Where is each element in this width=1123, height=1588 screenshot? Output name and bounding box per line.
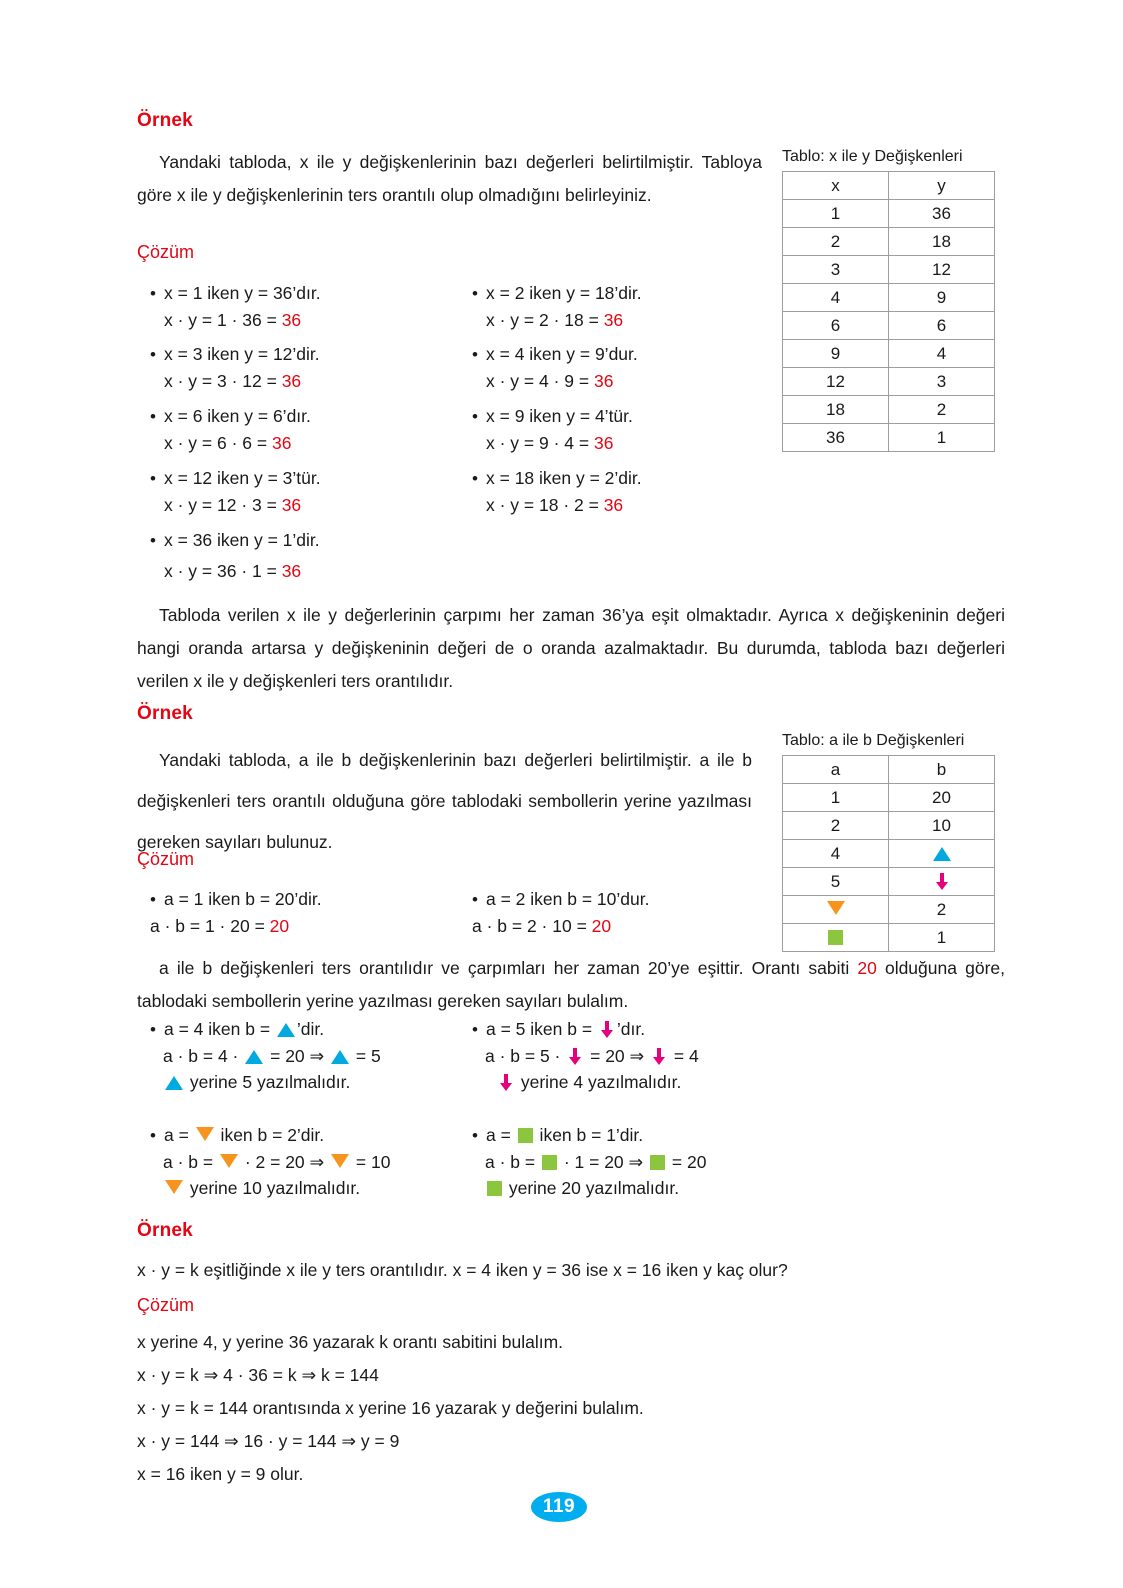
bullet-x2 <box>472 280 642 333</box>
cell-a: 4 <box>783 840 889 868</box>
cell-b: 2 <box>889 896 995 924</box>
example-2-question: Yandaki tabloda, a ile b değişkenlerinin bazı değerleri belirtilmiştir. a ile b değişkenleri ters orantılı olduğuna göre tablodaki sembollerin yerine yazılması gereken sayıları bulunuz. <box>137 750 752 852</box>
sym-arrow-l3b: yerine 4 yazılmalıdır. <box>516 1072 682 1092</box>
cell-y: 18 <box>889 228 995 256</box>
table-x-y-header-x: x <box>783 172 889 200</box>
cell-a: 2 <box>783 812 889 840</box>
table-a-b <box>782 732 995 952</box>
square-green-icon <box>542 1155 557 1170</box>
example-3-line-5: x = 16 iken y = 9 olur. <box>137 1464 304 1484</box>
bullet-a1-result: 20 <box>269 916 290 936</box>
bullet-sym-square-equation <box>472 1149 706 1175</box>
table-row <box>783 200 995 228</box>
cell-b: 20 <box>889 784 995 812</box>
bullet-x12-result: 36 <box>281 495 302 515</box>
bullet-x3-statement: • x = 3 iken y = 12’dir. <box>150 341 320 368</box>
bullet-sym-tri-down-equation <box>150 1149 390 1175</box>
bullet-a2 <box>472 886 649 939</box>
example-2-heading: Örnek <box>137 703 193 724</box>
table-row <box>783 840 995 868</box>
cell-b: 1 <box>889 924 995 952</box>
bullet-x4-result: 36 <box>593 371 614 391</box>
triangle-down-orange-icon <box>165 1180 183 1194</box>
bullet-sym-tri-up-equation <box>150 1043 381 1069</box>
bullet-x18-product <box>472 492 642 518</box>
cell-y: 1 <box>889 424 995 452</box>
example-3-line-3: x · y = k = 144 orantısında x yerine 16 yazarak y değerini bulalım. <box>137 1398 644 1418</box>
bullet-a2-product <box>472 913 649 939</box>
bullet-x36-product <box>150 554 320 588</box>
square-green-icon <box>487 1181 502 1196</box>
sym-tri-down-l2a: a · b = <box>163 1152 218 1172</box>
table-row <box>783 812 995 840</box>
triangle-down-orange-icon <box>196 1127 214 1141</box>
bullet-a1-statement: • a = 1 iken b = 20’dir. <box>150 886 322 913</box>
table-a-b-grid <box>782 755 995 952</box>
bullet-x18 <box>472 465 642 518</box>
cell-b-symbol <box>889 868 995 896</box>
bullet-x1-expr: x · y = 1 · 36 = <box>164 310 282 330</box>
table-a-b-header-row <box>783 756 995 784</box>
sym-tri-up-l1a: a = 4 iken b = <box>164 1019 275 1039</box>
cell-b: 10 <box>889 812 995 840</box>
sym-tri-down-l2b: · 2 = 20 ⇒ <box>239 1152 330 1172</box>
bullet-x9-result: 36 <box>593 433 614 453</box>
sym-tri-up-l3b: yerine 5 yazılmalıdır. <box>185 1072 351 1092</box>
bullet-x36-result: 36 <box>281 561 302 581</box>
table-x-y-header-row <box>783 172 995 200</box>
table-row <box>783 868 995 896</box>
cell-x: 4 <box>783 284 889 312</box>
triangle-up-blue-icon <box>165 1076 183 1090</box>
table-row <box>783 340 995 368</box>
cell-b-symbol <box>889 840 995 868</box>
cell-x: 6 <box>783 312 889 340</box>
page-number-badge: 119 <box>531 1492 587 1522</box>
bullet-x12-product <box>150 492 321 518</box>
cell-y: 4 <box>889 340 995 368</box>
bullet-sym-square-conclusion <box>472 1175 706 1201</box>
bullet-x12-expr: x · y = 12 · 3 = <box>164 495 282 515</box>
triangle-down-orange-icon <box>220 1154 238 1168</box>
bullet-x6 <box>150 403 311 456</box>
bullet-x2-expr: x · y = 2 · 18 = <box>486 310 604 330</box>
table-row <box>783 312 995 340</box>
example-3-solution-label: Çözüm <box>137 1295 195 1315</box>
sym-tri-up-l2b: = 20 ⇒ <box>265 1046 330 1066</box>
bullet-x4 <box>472 341 638 394</box>
sym-arrow-l1b: ’dır. <box>616 1019 646 1039</box>
table-x-y-grid <box>782 171 995 452</box>
bullet-sym-square-statement <box>472 1122 706 1149</box>
bullet-x3 <box>150 341 320 394</box>
bullet-x1-result: 36 <box>281 310 302 330</box>
table-row <box>783 256 995 284</box>
sym-square-l2c: = 20 <box>667 1152 707 1172</box>
table-row <box>783 284 995 312</box>
triangle-up-blue-icon <box>245 1050 263 1064</box>
cell-y: 12 <box>889 256 995 284</box>
bullet-x9-statement: • x = 9 iken y = 4’tür. <box>472 403 633 430</box>
arrow-down-magenta-icon <box>934 873 950 890</box>
square-green-icon <box>650 1155 665 1170</box>
bullet-a1-product <box>150 913 322 939</box>
arrow-down-magenta-icon <box>567 1048 583 1065</box>
bullet-x1-statement: • x = 1 iken y = 36’dır. <box>150 280 321 307</box>
bullet-x18-expr: x · y = 18 · 2 = <box>486 495 604 515</box>
sym-arrow-l2b: = 20 ⇒ <box>585 1046 650 1066</box>
table-x-y-header-y: y <box>889 172 995 200</box>
bullet-x2-result: 36 <box>603 310 624 330</box>
triangle-down-orange-icon <box>827 901 845 915</box>
bullet-x18-statement: • x = 18 iken y = 2’dir. <box>472 465 642 492</box>
table-row <box>783 896 995 924</box>
constant-paragraph-part2: olduğuna göre, tablodaki sembollerin yerine yazılması gereken sayıları bulalım. <box>137 958 1005 1011</box>
cell-x: 36 <box>783 424 889 452</box>
sym-tri-up-l1b: ’dir. <box>296 1019 325 1039</box>
bullet-sym-arrow-down <box>472 1016 699 1095</box>
example-1-question: Yandaki tabloda, x ile y değişkenlerinin bazı değerleri belirtilmiştir. Tabloya göre x ile y değişkenlerinin ters orantılı olup olmadığını belirleyiniz. <box>137 152 762 205</box>
table-row <box>783 228 995 256</box>
table-x-y-caption: Tablo: x ile y Değişkenleri <box>782 148 963 165</box>
sym-tri-down-l2c: = 10 <box>351 1152 391 1172</box>
table-row <box>783 924 995 952</box>
bullet-x6-expr: x · y = 6 · 6 = <box>164 433 272 453</box>
cell-a-symbol <box>783 924 889 952</box>
cell-x: 3 <box>783 256 889 284</box>
bullet-x3-expr: x · y = 3 · 12 = <box>164 371 282 391</box>
arrow-down-magenta-icon <box>498 1074 514 1091</box>
bullet-a2-statement: • a = 2 iken b = 10’dur. <box>472 886 649 913</box>
table-row <box>783 784 995 812</box>
bullet-sym-triangle-up <box>150 1016 381 1095</box>
bullet-x12-statement: • x = 12 iken y = 3’tür. <box>150 465 321 492</box>
bullet-x6-result: 36 <box>271 433 292 453</box>
sym-square-l1b: iken b = 1’dir. <box>534 1125 644 1145</box>
bullet-a1-expr: a · b = 1 · 20 = <box>150 916 270 936</box>
bullet-x9-expr: x · y = 9 · 4 = <box>486 433 594 453</box>
square-green-icon <box>828 930 843 945</box>
square-green-icon <box>518 1128 533 1143</box>
triangle-up-blue-icon <box>277 1023 295 1037</box>
example-1-solution-label: Çözüm <box>137 242 195 262</box>
table-row <box>783 424 995 452</box>
bullet-x9-product <box>472 430 633 456</box>
bullet-a2-expr: a · b = 2 · 10 = <box>472 916 592 936</box>
bullet-x18-result: 36 <box>603 495 624 515</box>
bullet-x36 <box>150 527 320 588</box>
bullet-sym-tri-down-conclusion <box>150 1175 390 1201</box>
bullet-x1 <box>150 280 321 333</box>
bullet-x2-product <box>472 307 642 333</box>
example-3-heading: Örnek <box>137 1220 193 1241</box>
bullet-x3-result: 36 <box>281 371 302 391</box>
bullet-x1-product <box>150 307 321 333</box>
sym-square-l3b: yerine 20 yazılmalıdır. <box>504 1178 680 1198</box>
bullet-sym-triangle-down <box>150 1122 390 1201</box>
arrow-down-magenta-icon <box>599 1021 615 1038</box>
sym-arrow-l2c: = 4 <box>669 1046 699 1066</box>
sym-arrow-l1a: a = 5 iken b = <box>486 1019 597 1039</box>
bullet-sym-arrow-conclusion <box>472 1069 699 1095</box>
cell-a-symbol <box>783 896 889 924</box>
table-row <box>783 368 995 396</box>
sym-square-l1a: a = <box>486 1125 516 1145</box>
example-3-line-1: x yerine 4, y yerine 36 yazarak k orantı sabitini bulalım. <box>137 1332 564 1352</box>
example-3-line-4: x · y = 144 ⇒ 16 · y = 144 ⇒ y = 9 <box>137 1431 400 1451</box>
triangle-down-orange-icon <box>331 1154 349 1168</box>
example-2-solution-label: Çözüm <box>137 849 195 869</box>
bullet-x3-product <box>150 368 320 394</box>
cell-x: 18 <box>783 396 889 424</box>
bullet-sym-tri-up-statement <box>150 1016 381 1043</box>
cell-y: 36 <box>889 200 995 228</box>
sym-tri-down-l1a: a = <box>164 1125 194 1145</box>
cell-y: 6 <box>889 312 995 340</box>
cell-a: 5 <box>783 868 889 896</box>
bullet-x9 <box>472 403 633 456</box>
bullet-x4-expr: x · y = 4 · 9 = <box>486 371 594 391</box>
cell-x: 2 <box>783 228 889 256</box>
table-row <box>783 396 995 424</box>
constant-value: 20 <box>857 958 877 978</box>
bullet-x36-statement: • x = 36 iken y = 1’dir. <box>150 527 320 554</box>
example-3-line-2: x · y = k ⇒ 4 · 36 = k ⇒ k = 144 <box>137 1365 379 1385</box>
table-x-y <box>782 148 995 452</box>
cell-y: 2 <box>889 396 995 424</box>
cell-x: 1 <box>783 200 889 228</box>
example-3-question: x · y = k eşitliğinde x ile y ters orantılıdır. x = 4 iken y = 36 ise x = 16 iken y kaç olur? <box>137 1260 788 1280</box>
example-2-constant-paragraph <box>137 952 1005 1018</box>
sym-tri-up-l2c: = 5 <box>351 1046 381 1066</box>
arrow-down-magenta-icon <box>651 1048 667 1065</box>
bullet-sym-square <box>472 1122 706 1201</box>
cell-x: 9 <box>783 340 889 368</box>
bullet-a2-result: 20 <box>591 916 612 936</box>
sym-tri-down-l1b: iken b = 2’dir. <box>215 1125 325 1145</box>
example-1-heading: Örnek <box>137 110 193 131</box>
cell-x: 12 <box>783 368 889 396</box>
sym-square-l2a: a · b = <box>485 1152 540 1172</box>
sym-arrow-l2a: a · b = 5 · <box>485 1046 566 1066</box>
bullet-a1 <box>150 886 322 939</box>
triangle-up-blue-icon <box>331 1050 349 1064</box>
sym-tri-down-l3b: yerine 10 yazılmalıdır. <box>185 1178 361 1198</box>
sym-square-l2b: · 1 = 20 ⇒ <box>558 1152 649 1172</box>
table-a-b-header-a: a <box>783 756 889 784</box>
cell-a: 1 <box>783 784 889 812</box>
bullet-sym-tri-down-statement <box>150 1122 390 1149</box>
constant-paragraph-part1: a ile b değişkenleri ters orantılıdır ve çarpımları her zaman 20’ye eşittir. Orantı sabiti <box>159 958 858 978</box>
bullet-x12 <box>150 465 321 518</box>
bullet-sym-arrow-equation <box>472 1043 699 1069</box>
bullet-x2-statement: • x = 2 iken y = 18’dir. <box>472 280 642 307</box>
bullet-x4-product <box>472 368 638 394</box>
bullet-sym-arrow-statement <box>472 1016 699 1043</box>
sym-tri-up-l2a: a · b = 4 · <box>163 1046 244 1066</box>
bullet-x36-expr: x · y = 36 · 1 = <box>164 561 282 581</box>
cell-y: 3 <box>889 368 995 396</box>
bullet-x6-product <box>150 430 311 456</box>
cell-y: 9 <box>889 284 995 312</box>
bullet-sym-tri-up-conclusion <box>150 1069 381 1095</box>
bullet-x4-statement: • x = 4 iken y = 9’dur. <box>472 341 638 368</box>
bullet-x6-statement: • x = 6 iken y = 6’dır. <box>150 403 311 430</box>
table-a-b-header-b: b <box>889 756 995 784</box>
example-1-conclusion: Tabloda verilen x ile y değerlerinin çarpımı her zaman 36’ya eşit olmaktadır. Ayrıca x değişkeninin değeri hangi oranda artarsa y değişkeninin değeri de o oranda azalmaktadır. Bu durumda, tabloda bazı değerleri verilen x ile y değişkenleri ters orantılıdır. <box>137 605 1005 691</box>
table-a-b-caption: Tablo: a ile b Değişkenleri <box>782 732 965 749</box>
triangle-up-blue-icon <box>933 847 951 861</box>
